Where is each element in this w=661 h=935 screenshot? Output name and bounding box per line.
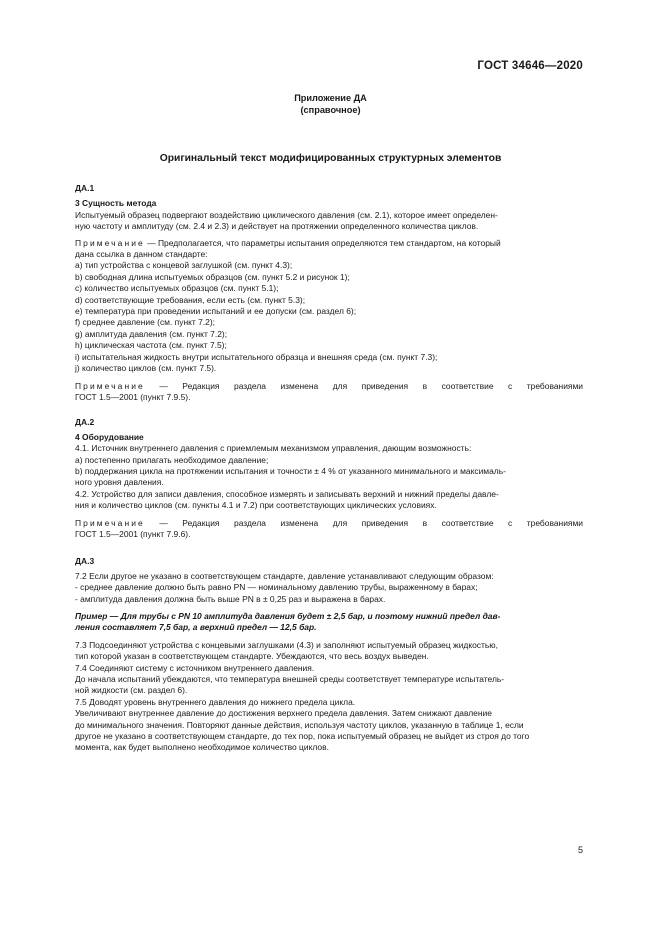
list-item: c) количество испытуемых образцов (см. пункт 5.1); [75, 283, 279, 294]
section-id-da1: ДА.1 [75, 183, 95, 193]
paragraph: 7.5 Доводят уровень внутреннего давления до нижнего предела цикла. [75, 696, 356, 707]
section-heading-method: 3 Сущность метода [75, 198, 157, 209]
paragraph: До начала испытаний убеждаются, что температура внешней среды соответствует температуре испытатель- ной жидкости (см. раздел 6). [75, 674, 505, 696]
page-number: 5 [577, 845, 583, 855]
section-id-da3: ДА.3 [75, 556, 95, 567]
appendix-heading [0, 92, 661, 116]
list-item: a) тип устройства с концевой заглушкой (см. пункт 4.3); [75, 260, 293, 271]
appendix-subtitle: (справочное) [300, 105, 361, 115]
paragraph: 7.2 Если другое не указано в соответствующем стандарте, давление устанавливают следующим образом: [75, 570, 494, 581]
paragraph: 4.1. Источник внутреннего давления с приемлемым механизмом управления, дающим возможность: [75, 443, 472, 454]
list-item: f) среднее давление (см. пункт 7.2); [75, 317, 216, 328]
list-item: d) соответствующие требования, если есть (см. пункт 5.3); [75, 294, 306, 305]
note-label: Примечание [75, 237, 145, 248]
list-item: g) амплитуда давления (см. пункт 7.2); [75, 328, 228, 339]
list-item: h) циклическая частота (см. пункт 7.5); [75, 340, 227, 351]
list-item: e) температура при проведении испытаний и ее допуски (см. раздел 6); [75, 306, 357, 317]
list-item: b) свободная длина испытуемых образцов (см. пункт 5.2 и рисунок 1); [75, 271, 350, 282]
edit-note: Примечание — Редакция раздела изменена для приведения в соответствие с требованиями ГОСТ 1.5—2001 (пункт 7.9.5). [75, 380, 583, 402]
document-code: ГОСТ 34646—2020 [477, 60, 583, 72]
appendix-title: Приложение ДА [294, 93, 367, 103]
section-id-da2: ДА.2 [75, 417, 95, 428]
section-heading-equipment: 4 Оборудование [75, 431, 144, 442]
dash-item: - амплитуда давления должна быть выше PN в ± 0,25 раз и выражена в барах. [75, 593, 386, 604]
note: Примечание — Предполагается, что параметры испытания определяются тем стандартом, на который дана ссылка в данном стандарте: [75, 237, 501, 260]
main-title: Оригинальный текст модифицированных структурных элементов [159, 153, 502, 164]
dash-item: - среднее давление должно быть равно PN — номинальному давлению трубы, выраженному в барах; [75, 582, 478, 593]
paragraph: Увеличивают внутреннее давление до достижения верхнего предела давления. Затем снижают давление до минимального значения. Повторяют данные действия, используя частоту циклов, указанную в таблице 1, если другое не указано в соответствующем стандарте, до тех пор, пока испытуемый образец не выйдет из строя до того момента, как будет выполнено необходимое количество циклов. [75, 708, 530, 753]
paragraph: a) постепенно прилагать необходимое давление; [75, 454, 269, 465]
example: Пример — Для трубы с PN 10 амплитуда давления будет ± 2,5 бар, и поэтому нижний предел дав- ления составляет 7,5 бар, а верхний предел — 12,5 бар. [75, 611, 501, 633]
document-body [75, 183, 583, 754]
paragraph: 4.2. Устройство для записи давления, способное измерять и записывать верхний и нижний пределы давле- ния и количество циклов (см. пункты 4.1 и 7.2) при соответствующих циклических условиях. [75, 488, 499, 511]
paragraph: 7.4 Соединяют систему с источником внутреннего давления. [75, 662, 315, 673]
paragraph: 7.3 Подсоединяют устройства с концевыми заглушками (4.3) и заполняют испытуемый образец жидкостью, тип которой указан в соответствующем стандарте. Убеждаются, что весь воздух выведен. [75, 639, 498, 662]
paragraph: Испытуемый образец подвергают воздействию циклического давления (см. 2.1), которое имеет определен- ную частоту и амплитуду (см. 2.4 и 2.3) и действует на протяжении определенного количества циклов. [75, 209, 498, 232]
list-item: i) испытательная жидкость внутри испытательного образца и внешняя среда (см. пункт 7.3); [75, 351, 438, 362]
edit-note: Примечание — Редакция раздела изменена для приведения в соответствие с требованиями ГОСТ 1.5—2001 (пункт 7.9.6). [75, 517, 583, 539]
list-item: j) количество циклов (см. пункт 7.5). [75, 363, 217, 374]
parameter-list [75, 260, 583, 374]
paragraph: b) поддержания цикла на протяжении испытания и точности ± 4 % от указанного минимального и максималь- ного уровня давления. [75, 465, 506, 488]
